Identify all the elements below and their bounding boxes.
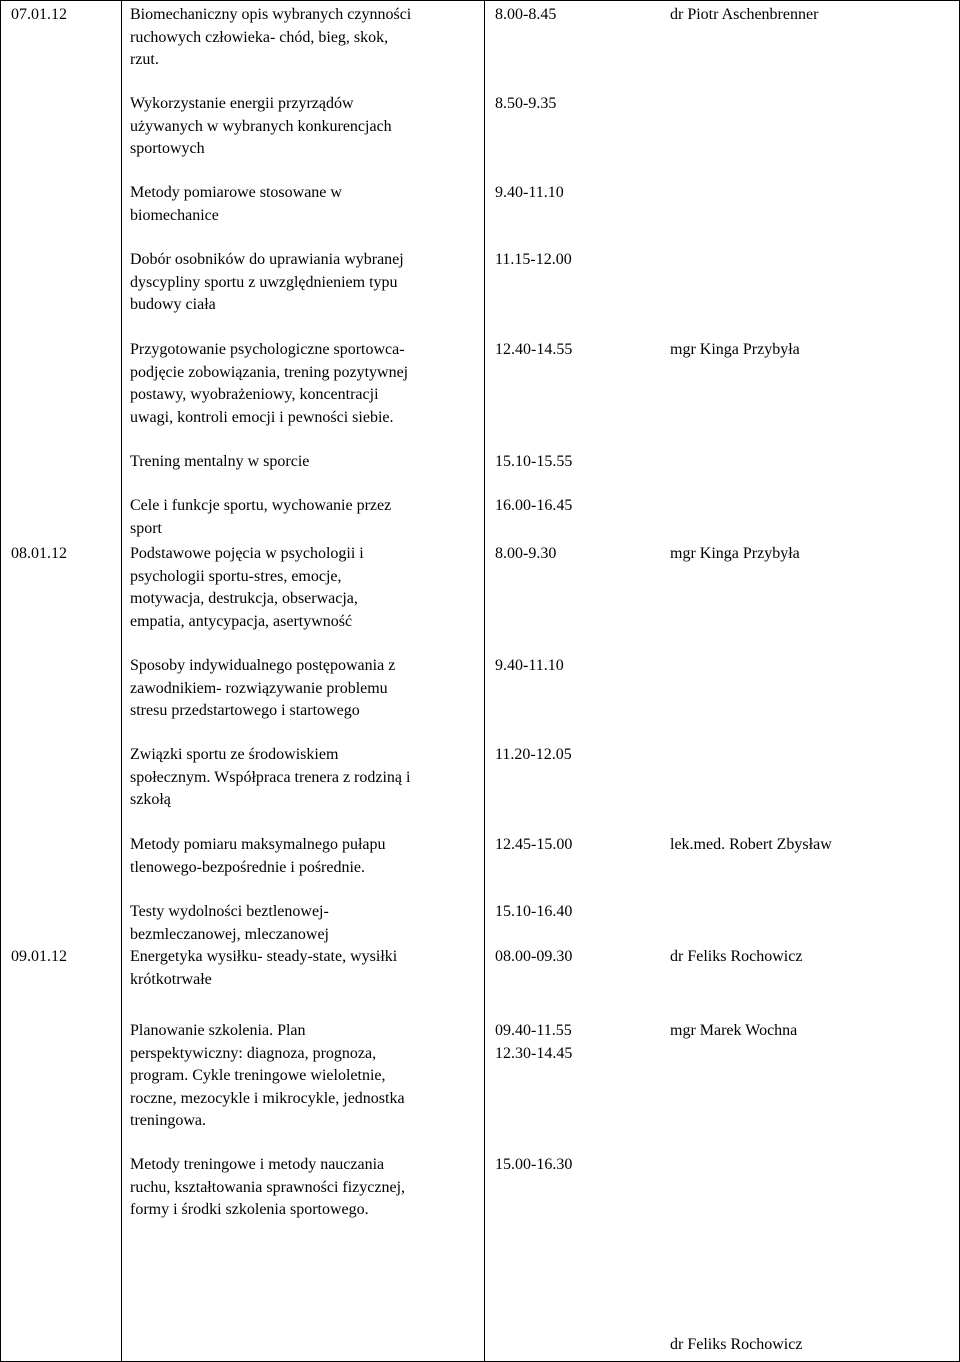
row-topic: Podstawowe pojęcia w psychologii i psychologii sportu-stres, emocje, motywacja, destrukcja, obserwacja, empatia, antycypacja, asertywność (130, 545, 364, 630)
row-time: 8.00-8.45 (495, 6, 557, 23)
row-topic: Metody pomiaru maksymalnego pułapu tlenowego-bezpośrednie i pośrednie. (130, 836, 386, 876)
row-topic: Cele i funkcje sportu, wychowanie przez sport (130, 497, 392, 537)
row-time: 15.10-15.55 (495, 453, 573, 470)
row-time: 15.10-16.40 (495, 903, 573, 920)
row-time: 09.40-11.55 12.30-14.45 (495, 1022, 573, 1062)
row-lecturer: dr Piotr Aschenbrenner (670, 6, 819, 23)
column-divider-topic (484, 0, 485, 1362)
row-topic: Przygotowanie psychologiczne sportowca- podjęcie zobowiązania, trening pozytywnej postawy, wyobrażeniowy, koncentracji uwagi, kontroli emocji i pewności siebie. (130, 341, 409, 426)
row-lecturer: mgr Marek Wochna (670, 1022, 798, 1039)
row-time: 12.40-14.55 (495, 341, 573, 358)
table-border-top (0, 0, 960, 1)
row-time: 8.50-9.35 (495, 95, 557, 112)
row-lecturer: mgr Kinga Przybyła (670, 341, 800, 358)
row-time: 16.00-16.45 (495, 497, 573, 514)
row-topic: Metody treningowe i metody nauczania ruchu, kształtowania sprawności fizycznej, formy i środki szkolenia sportowego. (130, 1156, 406, 1218)
row-topic: Sposoby indywidualnego postępowania z zawodnikiem- rozwiązywanie problemu stresu przedstartowego i startowego (130, 657, 396, 719)
row-topic: Metody pomiarowe stosowane w biomechanice (130, 184, 342, 224)
row-date: 08.01.12 (11, 545, 67, 562)
row-lecturer: mgr Kinga Przybyła (670, 545, 800, 562)
row-topic: Planowanie szkolenia. Plan perspektywiczny: diagnoza, prognoza, program. Cykle treningowe wieloletnie, roczne, mezocykle i mikrocykle, jednostka treningowa. (130, 1022, 405, 1129)
row-topic: Wykorzystanie energii przyrządów używanych w wybranych konkurencjach sportowych (130, 95, 392, 157)
row-topic: Testy wydolności beztlenowej- bezmleczanowej, mleczanowej (130, 903, 329, 943)
row-time: 9.40-11.10 (495, 657, 564, 674)
column-divider-date (121, 0, 122, 1362)
row-topic: Związki sportu ze środowiskiem społecznym. Współpraca trenera z rodziną i szkołą (130, 746, 411, 808)
row-time: 9.40-11.10 (495, 184, 564, 201)
row-topic: Dobór osobników do uprawiania wybranej dyscypliny sportu z uwzględnieniem typu budowy ciała (130, 251, 404, 313)
row-lecturer: dr Feliks Rochowicz (670, 948, 803, 965)
row-date: 09.01.12 (11, 948, 67, 965)
row-lecturer: lek.med. Robert Zbysław (670, 836, 832, 853)
row-time: 12.45-15.00 (495, 836, 573, 853)
row-lecturer: dr Feliks Rochowicz (670, 1336, 803, 1353)
row-time: 15.00-16.30 (495, 1156, 573, 1173)
row-time: 8.00-9.30 (495, 545, 557, 562)
row-time: 11.20-12.05 (495, 746, 572, 763)
row-topic: Energetyka wysiłku- steady-state, wysiłki krótkotrwałe (130, 948, 398, 988)
row-topic: Trening mentalny w sporcie (130, 453, 310, 470)
row-time: 08.00-09.30 (495, 948, 573, 965)
table-border-left (0, 0, 1, 1362)
row-topic: Biomechaniczny opis wybranych czynności ruchowych człowieka- chód, bieg, skok, rzut. (130, 6, 412, 68)
row-time: 11.15-12.00 (495, 251, 572, 268)
row-date: 07.01.12 (11, 6, 67, 23)
